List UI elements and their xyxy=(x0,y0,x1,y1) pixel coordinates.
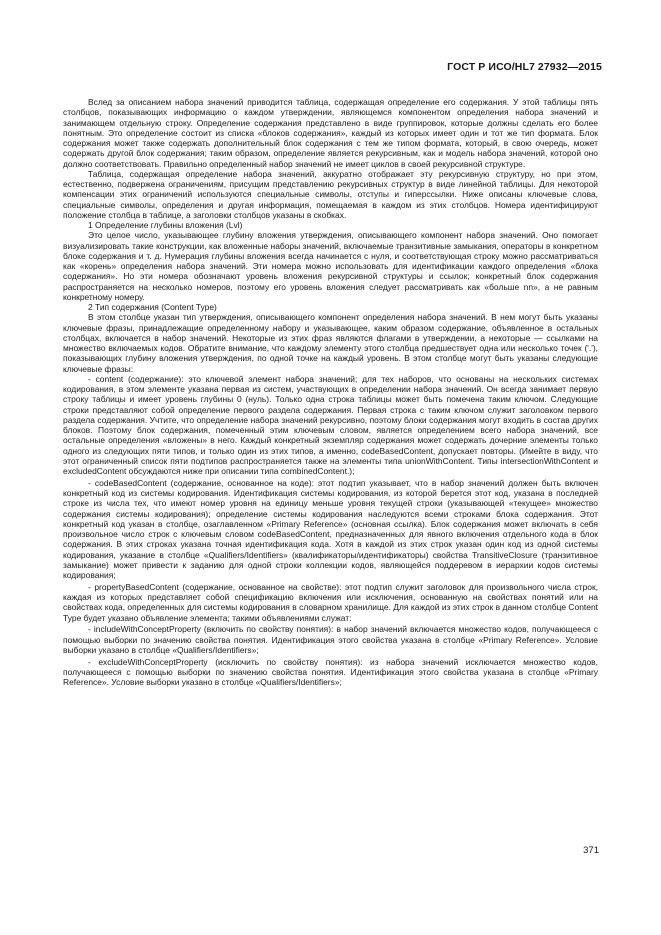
page-number: 371 xyxy=(583,845,599,856)
list-item-exclude-with-concept-property: - excludeWithConceptProperty (исключить по свойству понятия): из набора значений исключается множество кодов, получающееся с помощью выборки по значению свойства понятия. Идентификация этого свойства указана в столбце «Primary Reference». Условие выборки указано в столбце «Qualifiers/Identifiers»; xyxy=(63,656,598,687)
document-body xyxy=(63,97,598,687)
list-item-include-with-concept-property: - includeWithConceptProperty (включить по свойству понятия): в набор значений включается множество кодов, получающееся с помощью выборки по значению свойства понятия. Идентификация этого свойства указана в столбце «Primary Reference». Условие выборки указано в столбце «Qualifiers/Identifiers»; xyxy=(63,624,598,655)
paragraph-content-type: В этом столбце указан тип утверждения, описывающего компонент определения набора значений. В нем могут быть указаны ключевые фразы, принадлежащие определенному набору и указывающее, каким образом содержание, объявленное в остальных столбцах, включается в набор значений. Некоторые из этих фраз являются флагами в утверждении, а некоторые — ссылками на множество включаемых кодов. Обратите внимание, что каждому элементу этого столбца предшествует одна или несколько точек ('.'), показывающих глубину вложения утверждения, по одной точке на каждый уровень. В этом столбце могут быть указаны следующие ключевые фразы: xyxy=(63,312,598,374)
section-heading-lvl: 1 Определение глубины вложения (Lvl) xyxy=(88,220,243,230)
list-item-code-based-content: - codeBasedContent (содержание, основанное на коде): этот подтип указывает, что в набор значений должен быть включен конкретный код из системы кодирования. Идентификация системы кодирования, из которой берется этот код, указана в последней строке из числа тех, что имеют номер уровня на единицу меньше уровня текущей строки (указывающей «текущее» множество содержания системы кодирования); определение системы кодирования наследуются всеми строками блока содержания. Этот конкретный код указан в столбце, озаглавленном «Primary Reference» (основная ссылка). Блок содержания может включать в себя произвольное число строк с ключевым словом codeBasedContent, предназначенных для явного включения отдельного кода в блок содержания. В этих строках указана точная идентификация кода. Хотя в каждой из этих строк указан один код из одной системы кодирования, указание в столбце «Qualifiers/Identifiers» (квалификаторы/идентификаторы) свойства TransitiveClosure (транзитивное замыкание) может привести к заданию для одной строки коллекции кодов, являющейся поддеревом в иерархии кодов системы кодирования; xyxy=(63,477,598,580)
paragraph-lvl: Это целое число, указывающее глубину вложения утверждения, описывающего компонент набора значений. Оно помогает визуализировать такие конструкции, как вложенные наборы значений, включаемые транзитивные замыкания, операторы в конкретном блоке содержания и т. д. Нумерация глубины вложения всегда начинается с нуля, и соответствующая строку можно рассматриваться как «корень» определения набора значений. Эти номера можно использовать для идентификации каждого определения «блока содержания». Но эти номера обозначают уровень вложения рекурсивной структуры и ссылок; конкретный блок содержания распространяется на несколько номеров, поэтому его уровень вложения следует рассматривать как «больше nn», а не равным конкретному номеру. xyxy=(63,230,598,302)
section-heading-content-type: 2 Тип содержания (Content Type) xyxy=(88,302,217,312)
paragraph-intro: Вслед за описанием набора значений приводится таблица, содержащая определение его содержания. У этой таблицы пять столбцов, показывающих информацию о каждом утверждении, являющемся компонентом определения набора значений и занимающем отдельную строку. Определение содержания представлено в виде группировок, которые должны сделать его более понятным. Это определение состоит из списка «блоков содержания», каждый из которых имеет один и тот же тип формата. Блок содержания может также содержать дополнительный блок содержания с тем же типом формата, который, в свою очередь, может содержать другой блок содержания; таким образом, определение является рекурсивным, как и модель набора значений, которой оно должно соответствовать. Правильно определенный набор значений не имеет циклов в своей рекурсивной структуре. xyxy=(63,97,598,169)
standard-designation: ГОСТ Р ИСО/HL7 27932—2015 xyxy=(447,61,602,73)
list-item-content: - content (содержание): это ключевой элемент набора значений; для тех наборов, что основаны на нескольких системах кодирования, в этом элементе указана первая из систем, участвующих в определении набора значений. Он всегда занимает первую строку таблицы и имеет уровень глубины 0 (нуль). Только одна строка таблицы может быть помечена таким ключом. Следующие строки представляют собой определение первого раздела содержания. Первая строка с таким ключом служит заголовком первого раздела содержания. Учтите, что определение набора значений рекурсивно, поэтому блоки содержания могут входить в состав других блоков. Поэтому блок содержания, помеченный этим ключевым словом, является определением всего набора значений, все остальные определения «вложены» в него. Каждый конкретный экземпляр содержания может содержать дочерние элементы только одного из следующих пяти типов, и только один из этих типов, а именно, codeBasedContent, допускает повторы. (Имейте в виду, что этот ограниченный список пяти подтипов распространяется также на элементы типа unionWithContent. Типы intersectionWithContent и excludedContent обсуждаются ниже при описании типа combinedContent.); xyxy=(63,373,598,476)
list-item-property-based-content: - propertyBasedContent (содержание, основанное на свойстве): этот подтип служит заголовок для произвольного числа строк, каждая из которых представляет собой спецификацию включения или исключения, основанную на свойствах понятий или на свойствах кода, определенных для системы кодирования в словарном хранилище. Для каждой из этих строк в данном столбце Content Type будет указано объявление элемента; такими объявлениями служат: xyxy=(63,581,598,623)
paragraph-table-description: Таблица, содержащая определение набора значений, аккуратно отображает эту рекурсивную структуру, но при этом, естественно, подвержена ограничениям, присущим представлению рекурсивных структур в виде линейной таблицы. Для некоторой компенсации этих ограничений используются специальные символы, отступы и гиперссылки. Ниже описаны ключевые слова, специальные символы, определения и другая информация, помещаемая в каждом из этих столбцов. Номера идентифицируют положение столбца в таблице, а заголовки столбцов указаны в скобках. xyxy=(63,168,598,220)
